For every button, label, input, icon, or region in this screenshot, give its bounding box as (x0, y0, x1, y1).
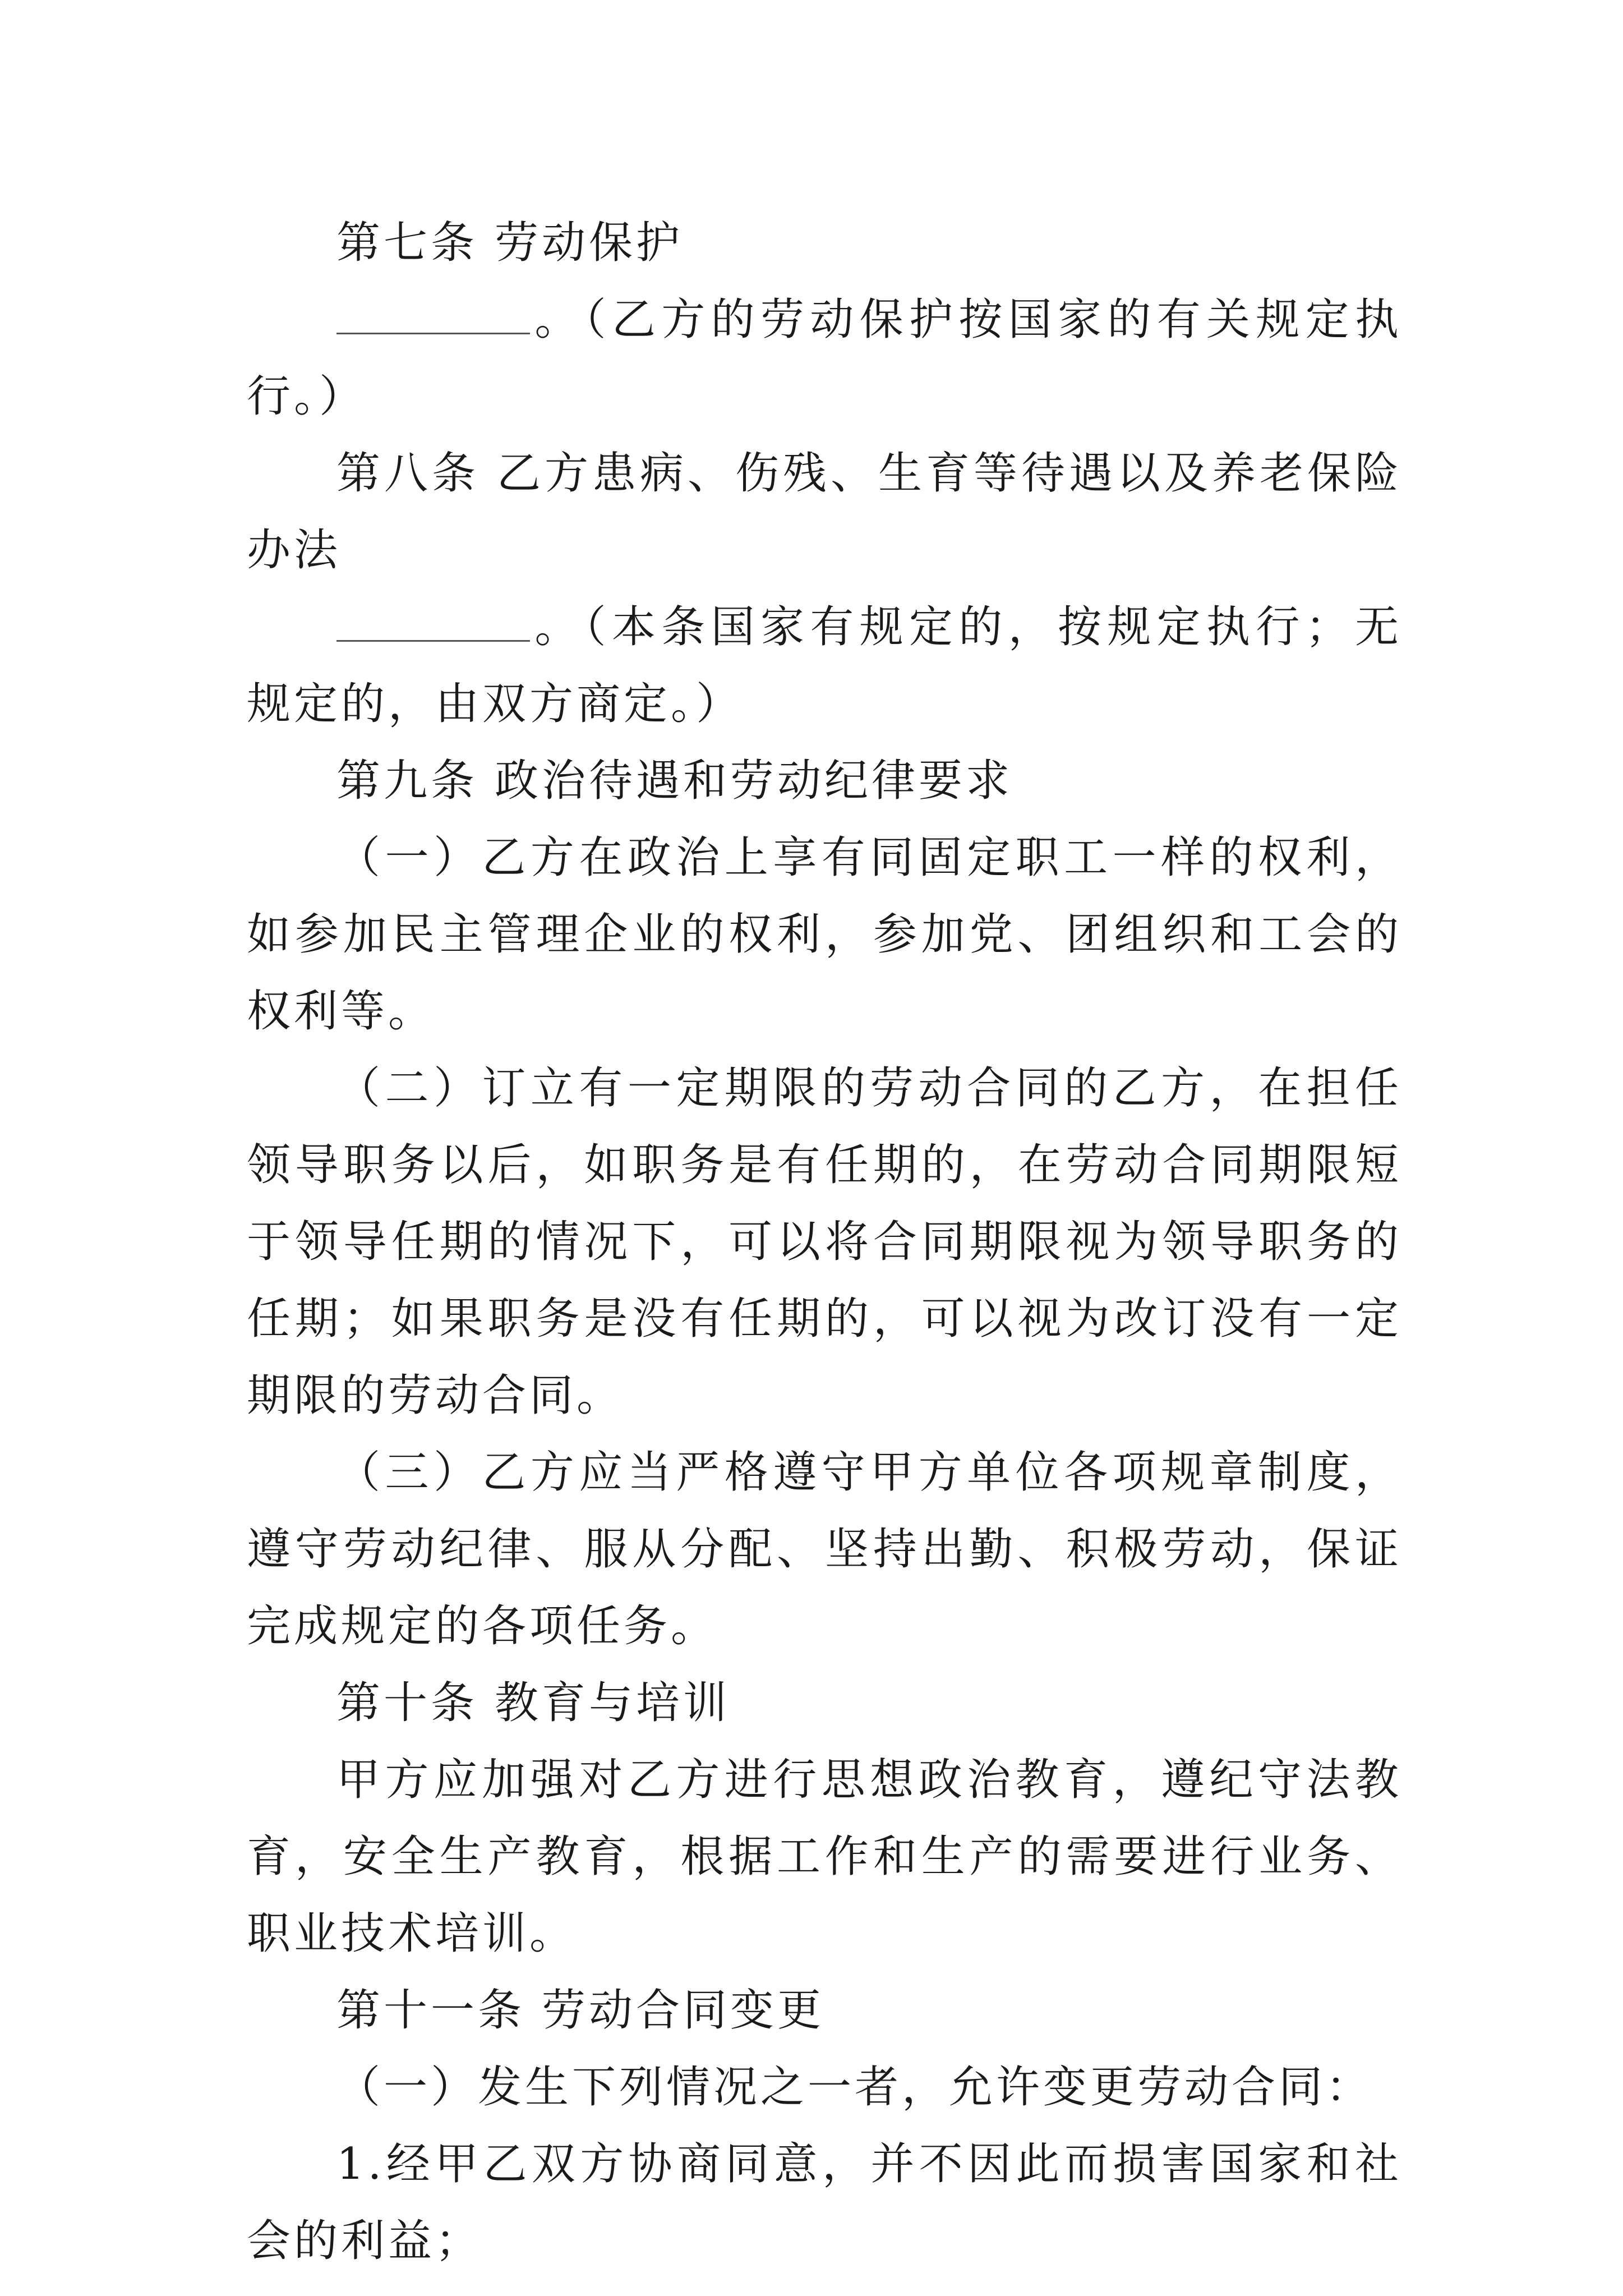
article-11-number: 第十一条 (336, 1985, 525, 2036)
article-11-heading (247, 1972, 1402, 2049)
article-8-title: 乙方患病、伤残、生育等待遇以及养老保险办法 (247, 448, 1402, 576)
article-8-number: 第八条 (336, 448, 479, 499)
article-10-body: 甲方应加强对乙方进行思想政治教育，遵纪守法教育，安全生产教育，根据工作和生产的需要进行业务、职业技术培训。 (247, 1755, 1402, 1959)
article-7-note: 。（乙方的劳动保护按国家的有关规定执行。） (247, 295, 1402, 422)
fill-in-blank (336, 292, 530, 334)
article-10-heading (247, 1665, 1402, 1742)
article-7-body (247, 282, 1402, 435)
article-8-note: 。（本条国家有规定的，按规定执行；无规定的，由双方商定。） (247, 602, 1402, 729)
document-body (247, 205, 1402, 2280)
article-9-item-1: （一）乙方在政治上享有同固定职工一样的权利，如参加民主管理企业的权利，参加党、团组织和工会的权利等。 (247, 832, 1402, 1037)
article-11-title: 劳动合同变更 (542, 1985, 825, 2036)
article-11-sub-item-1: 1.经甲乙双方协商同意，并不因此而损害国家和社会的利益； (247, 2139, 1402, 2266)
article-9-heading (247, 743, 1402, 820)
article-7-heading (247, 205, 1402, 282)
article-10-number: 第十条 (336, 1678, 478, 1728)
article-11-item-1: （一）发生下列情况之一者，允许变更劳动合同： (336, 2062, 1373, 2113)
article-9-item-3: （三）乙方应当严格遵守甲方单位各项规章制度，遵守劳动纪律、服从分配、坚持出勤、积极劳动，保证完成规定的各项任务。 (247, 1447, 1402, 1651)
article-9-title: 政治待遇和劳动纪律要求 (495, 756, 1013, 806)
article-7-title: 劳动保护 (495, 218, 684, 268)
article-8-heading (247, 435, 1402, 589)
article-9-number: 第九条 (336, 756, 478, 806)
article-10-title: 教育与培训 (495, 1678, 731, 1728)
article-7-number: 第七条 (336, 218, 478, 268)
fill-in-blank (336, 600, 530, 642)
article-9-item-2: （二）订立有一定期限的劳动合同的乙方，在担任领导职务以后，如职务是有任期的，在劳动合同期限短于领导任期的情况下，可以将合同期限视为领导职务的任期；如果职务是没有任期的，可以视为改订没有一定期限的劳动合同。 (247, 1063, 1402, 1421)
article-8-body (247, 589, 1402, 743)
